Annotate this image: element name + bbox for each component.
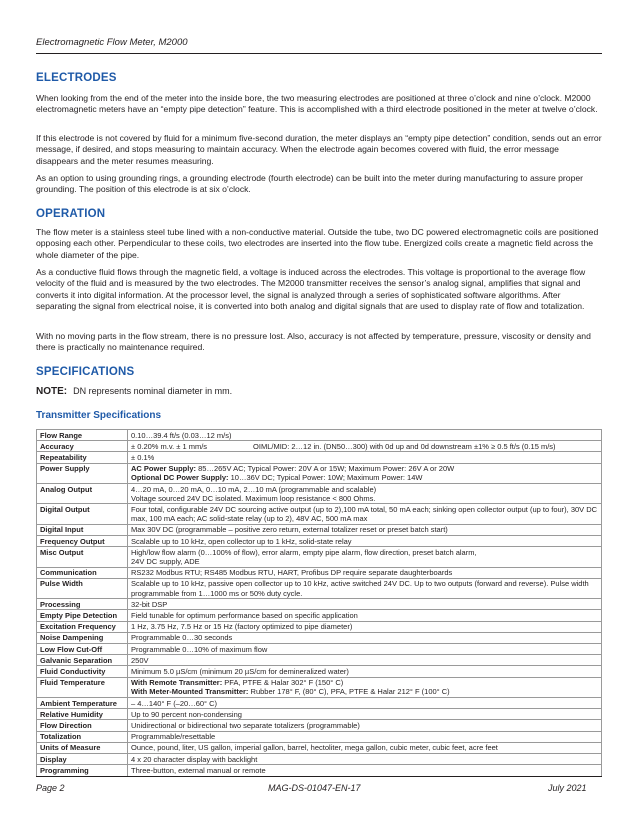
table-row — [37, 644, 602, 655]
misc-line-2: 24V DC supply, ADE — [131, 556, 200, 566]
spec-value — [128, 547, 602, 567]
spec-key: Empty Pipe Detection — [37, 610, 128, 621]
table-row — [37, 524, 602, 535]
spec-value: 0.10…39.4 ft/s (0.03…12 m/s) — [128, 430, 602, 441]
spec-key: Frequency Output — [37, 536, 128, 547]
spec-key: Programming — [37, 765, 128, 776]
transmitter-specifications-table — [36, 429, 602, 777]
spec-value: Four total, configurable 24V DC sourcing active output (up to 2),100 mA total, 50 mA each; sinking open collector output (up to four), 30V DC max, 100 mA each; AC solid-state relay (up to 2), 48V AC, 500 mA max — [128, 504, 602, 524]
analog-line-1: 4…20 mA, 0…20 mA, 0…10 mA, 2…10 mA (programmable and scalable) — [131, 484, 377, 494]
spec-key: Low Flow Cut-Off — [37, 644, 128, 655]
table-row — [37, 621, 602, 632]
spec-key: Accuracy — [37, 441, 128, 452]
table-row — [37, 578, 602, 598]
operation-paragraph-2: As a conductive fluid flows through the magnetic field, a voltage is induced across the electrodes. This voltage is proportional to the average flow velocity of the fluid and is measured by the two electrodes. The M2000 transmitter receives the sensor’s analog signal, amplifies that signal and converts it into digital information. At the processor level, the signal is analyzed through a series of sophisticated software algorithms. After separating the signal from electrical noise, it is converted into both analog and digital signals that are used to display rate of flow and totalization. — [36, 267, 586, 312]
spec-value: Programmable 0…30 seconds — [128, 632, 602, 643]
table-row — [37, 452, 602, 463]
spec-value: Max 30V DC (programmable – positive zero return, external totalizer reset or preset batch start) — [128, 524, 602, 535]
spec-key: Digital Output — [37, 504, 128, 524]
running-header: Electromagnetic Flow Meter, M2000 — [36, 37, 188, 48]
spec-key: Totalization — [37, 731, 128, 742]
transmitter-specifications-heading: Transmitter Specifications — [36, 410, 162, 421]
page-number: Page 2 — [36, 783, 65, 793]
remote-label: With Remote Transmitter: — [131, 678, 223, 688]
spec-key: Galvanic Separation — [37, 655, 128, 666]
table-row — [37, 632, 602, 643]
spec-key: Relative Humidity — [37, 709, 128, 720]
spec-key: Flow Direction — [37, 720, 128, 731]
remote-value: PFA, PTFE & Halar 302° F (150° C) — [222, 678, 344, 688]
dc-value: 10…36V DC; Typical Power: 10W; Maximum Power: 14W — [228, 473, 423, 483]
mounted-value: Rubber 178° F, (80° C), PFA, PTFE & Halar 212° F (100° C) — [248, 687, 450, 697]
electrodes-paragraph-2: If this electrode is not covered by fluid for a minimum five-second duration, the meter displays an “empty pipe detection” condition, sends out an error message, if desired, and stops measuring to maintain accuracy. When the electrode again becomes covered with fluid, the error message disappears and the meter resumes measuring. — [36, 133, 602, 166]
table-row — [37, 567, 602, 578]
publish-date: July 2021 — [548, 783, 587, 793]
operation-heading: OPERATION — [36, 208, 106, 220]
spec-key: Processing — [37, 599, 128, 610]
spec-value: Scalable up to 10 kHz, passive open collector up to 10 kHz, active switched 24V DC. Up to two outputs (forward and reverse). Pulse width programmable from 1…1000 ms or 50% duty cycle. — [128, 578, 602, 598]
table-row — [37, 484, 602, 504]
footer-divider — [36, 776, 602, 777]
table-row — [37, 754, 602, 765]
spec-value: Programmable 0…10% of maximum flow — [128, 644, 602, 655]
spec-value: Unidirectional or bidirectional two separate totalizers (programmable) — [128, 720, 602, 731]
specifications-heading: SPECIFICATIONS — [36, 366, 135, 378]
ac-value: 85…265V AC; Typical Power: 20V A or 15W; Maximum Power: 26V A or 20W — [196, 464, 455, 474]
spec-value: RS232 Modbus RTU; RS485 Modbus RTU, HART, Profibus DP require separate daughterboards — [128, 567, 602, 578]
document-id: MAG-DS-01047-EN-17 — [268, 783, 361, 793]
spec-value: Scalable up to 10 kHz, open collector up to 1 kHz, solid-state relay — [128, 536, 602, 547]
spec-key: Digital Input — [37, 524, 128, 535]
table-row — [37, 441, 602, 452]
table-row — [37, 463, 602, 483]
spec-key: Repeatability — [37, 452, 128, 463]
spec-value: Three-button, external manual or remote — [128, 765, 602, 776]
spec-value: Up to 90 percent non-condensing — [128, 709, 602, 720]
table-row — [37, 547, 602, 567]
spec-key: Misc Output — [37, 547, 128, 567]
spec-value: 1 Hz, 3.75 Hz, 7.5 Hz or 15 Hz (factory optimized to pipe diameter) — [128, 621, 602, 632]
ac-label: AC Power Supply: — [131, 464, 197, 474]
header-divider — [36, 53, 602, 54]
spec-value: 250V — [128, 655, 602, 666]
spec-value: Minimum 5.0 µS/cm (minimum 20 µS/cm for demineralized water) — [128, 666, 602, 677]
mounted-label: With Meter-Mounted Transmitter: — [131, 687, 249, 697]
spec-key: Analog Output — [37, 484, 128, 504]
analog-line-2: Voltage sourced 24V DC isolated. Maximum loop resistance < 800 Ohms. — [131, 493, 376, 503]
spec-key: Excitation Frequency — [37, 621, 128, 632]
table-row — [37, 765, 602, 776]
operation-paragraph-1: The flow meter is a stainless steel tube lined with a non-conductive material. Outside the tube, two DC powered electromagnetic coils are positioned opposing each other. Perpendicular to these coils, two electrodes are inserted into the flow tube. Energized coils create a magnetic field across the whole diameter of the pipe. — [36, 227, 599, 260]
spec-value: Ounce, pound, liter, US gallon, imperial gallon, barrel, hectoliter, mega gallon, cubic meter, cubic feet, acre feet — [128, 742, 602, 753]
spec-value — [128, 463, 602, 483]
spec-key: Power Supply — [37, 463, 128, 483]
table-row — [37, 731, 602, 742]
operation-paragraph-3: With no moving parts in the flow stream, there is no pressure lost. Also, accuracy is not affected by temperature, pressure, viscosity or density and there is practically no maintenance required. — [36, 331, 591, 353]
accuracy-oiml: OIML/MID: 2…12 in. (DN50…300) with 0d up and 0d downstream ±1% ≥ 0.5 ft/s (0.15 m/s) — [253, 441, 556, 451]
electrodes-paragraph-1: When looking from the end of the meter into the inside bore, the two measuring electrodes are positioned at three o’clock and nine o’clock. M2000 electromagnetic meters have an “empty pipe detection” feature. This is accomplished with a third electrode positioned in the meter at twelve o’clock. — [36, 93, 598, 115]
spec-value: 4 x 20 character display with backlight — [128, 754, 602, 765]
misc-line-1: High/low flow alarm (0…100% of flow), error alarm, empty pipe alarm, flow direction, preset batch alarm, — [131, 547, 477, 557]
table-row — [37, 666, 602, 677]
spec-key: Flow Range — [37, 430, 128, 441]
spec-key: Communication — [37, 567, 128, 578]
spec-value: Field tunable for optimum performance based on specific application — [128, 610, 602, 621]
table-row — [37, 677, 602, 697]
spec-value: ± 0.1% — [128, 452, 602, 463]
table-row — [37, 430, 602, 441]
note-text: DN represents nominal diameter in mm. — [73, 386, 233, 396]
spec-value: 32-bit DSP — [128, 599, 602, 610]
spec-key: Pulse Width — [37, 578, 128, 598]
spec-key: Units of Measure — [37, 742, 128, 753]
spec-key: Noise Dampening — [37, 632, 128, 643]
electrodes-paragraph-3: As an option to using grounding rings, a grounding electrode (fourth electrode) can be built into the meter during manufacturing to assure proper grounding. The position of this electrode is at six o’clock. — [36, 173, 583, 195]
spec-key: Fluid Temperature — [37, 677, 128, 697]
table-row — [37, 599, 602, 610]
spec-value: – 4…140° F (–20…60° C) — [128, 698, 602, 709]
spec-value: Programmable/resettable — [128, 731, 602, 742]
spec-key: Ambient Temperature — [37, 698, 128, 709]
electrodes-heading: ELECTRODES — [36, 72, 117, 84]
spec-value — [128, 484, 602, 504]
table-row — [37, 742, 602, 753]
table-row — [37, 610, 602, 621]
table-row — [37, 720, 602, 731]
dc-label: Optional DC Power Supply: — [131, 473, 229, 483]
table-row — [37, 698, 602, 709]
spec-key: Display — [37, 754, 128, 765]
table-row — [37, 655, 602, 666]
spec-value — [128, 677, 602, 697]
spec-key: Fluid Conductivity — [37, 666, 128, 677]
accuracy-value: ± 0.20% m.v. ± 1 mm/s — [131, 441, 208, 451]
table-row — [37, 504, 602, 524]
table-row — [37, 709, 602, 720]
note-label: NOTE: — [36, 386, 68, 397]
spec-value — [128, 441, 602, 452]
table-row — [37, 536, 602, 547]
note — [36, 386, 232, 397]
